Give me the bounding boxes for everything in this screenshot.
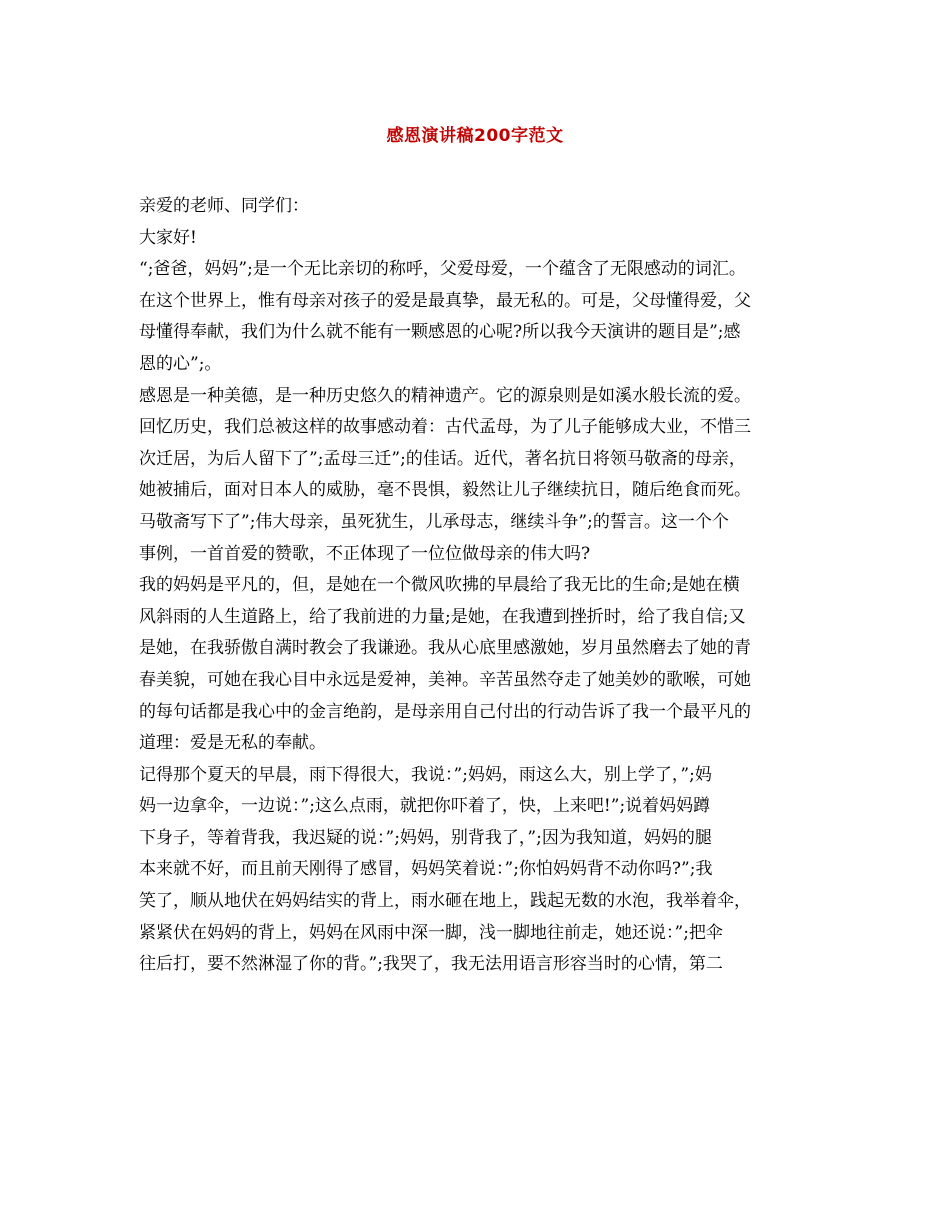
body-text-line: 我的妈妈是平凡的，但，是她在一个微风吹拂的早晨给了我无比的生命;是她在横 (139, 575, 740, 596)
document-body (139, 191, 815, 981)
body-text-line: 记得那个夏天的早晨，雨下得很大，我说：”;妈妈，雨这么大，别上学了，”;妈 (139, 764, 712, 785)
body-text-line: 母懂得奉献，我们为什么就不能有一颗感恩的心呢?所以我今天演讲的题目是”;感 (139, 322, 741, 343)
body-text-line: 在这个世界上，惟有母亲对孩子的爱是最真挚，最无私的。可是，父母懂得爱，父 (139, 290, 751, 311)
body-text-line: 大家好! (139, 227, 197, 248)
body-text-line: “;爸爸，妈妈”;是一个无比亲切的称呼，父爱母爱，一个蕴含了无限感动的词汇。 (139, 259, 746, 280)
body-text-line: 春美貌，可她在我心目中永远是爱神，美神。辛苦虽然夺走了她美妙的歌喉，可她 (139, 669, 751, 690)
body-text-line: 本来就不好，而且前天刚得了感冒，妈妈笑着说：”;你怕妈妈背不动你吗?”;我 (139, 859, 713, 880)
body-text-line: 事例，一首首爱的赞歌，不正体现了一位位做母亲的伟大吗? (139, 543, 591, 564)
body-text-line: 亲爱的老师、同学们： (139, 196, 309, 216)
body-text-line: 感恩是一种美德，是一种历史悠久的精神遗产。它的源泉则是如溪水般长流的爱。 (139, 385, 751, 406)
body-text-line: 她被捕后，面对日本人的威胁，毫不畏惧，毅然让儿子继续抗日，随后绝食而死。 (139, 480, 751, 501)
body-text-line: 风斜雨的人生道路上，给了我前进的力量;是她，在我遭到挫折时，给了我自信;又 (139, 606, 746, 627)
body-text-line: 次迁居，为后人留下了”;孟母三迁”;的佳话。近代，著名抗日将领马敬斋的母亲， (139, 448, 746, 469)
body-text-line: 紧紧伏在妈妈的背上，妈妈在风雨中深一脚，浅一脚地往前走，她还说：”;把伞 (139, 922, 723, 943)
body-text-line: 笑了，顺从地伏在妈妈结实的背上，雨水砸在地上，践起无数的水泡，我举着伞， (139, 891, 751, 912)
body-text-line: 下身子，等着背我，我迟疑的说：”;妈妈，别背我了，”;因为我知道，妈妈的腿 (139, 827, 712, 848)
body-text-line: 是她，在我骄傲自满时教会了我谦逊。我从心底里感激她，岁月虽然磨去了她的青 (139, 638, 751, 659)
document-title: 感恩演讲稿200字范文 (386, 126, 564, 146)
body-text-line: 回忆历史，我们总被这样的故事感动着：古代孟母，为了儿子能够成大业，不惜三 (139, 417, 751, 438)
body-text-line: 妈一边拿伞，一边说：”;这么点雨，就把你吓着了，快，上来吧!”;说着妈妈蹲 (139, 796, 711, 817)
body-text-line: 往后打，要不然淋湿了你的背。”;我哭了，我无法用语言形容当时的心情，第二 (139, 954, 723, 975)
body-text-line: 恩的心”;。 (139, 353, 222, 374)
body-text-line: 道理：爱是无私的奉献。 (139, 733, 326, 754)
body-text-line: 马敬斋写下了”;伟大母亲，虽死犹生，儿承母志，继续斗争”;的誓言。这一个个 (139, 511, 729, 532)
body-text-line: 的每句话都是我心中的金言绝韵，是母亲用自己付出的行动告诉了我一个最平凡的 (139, 701, 751, 722)
